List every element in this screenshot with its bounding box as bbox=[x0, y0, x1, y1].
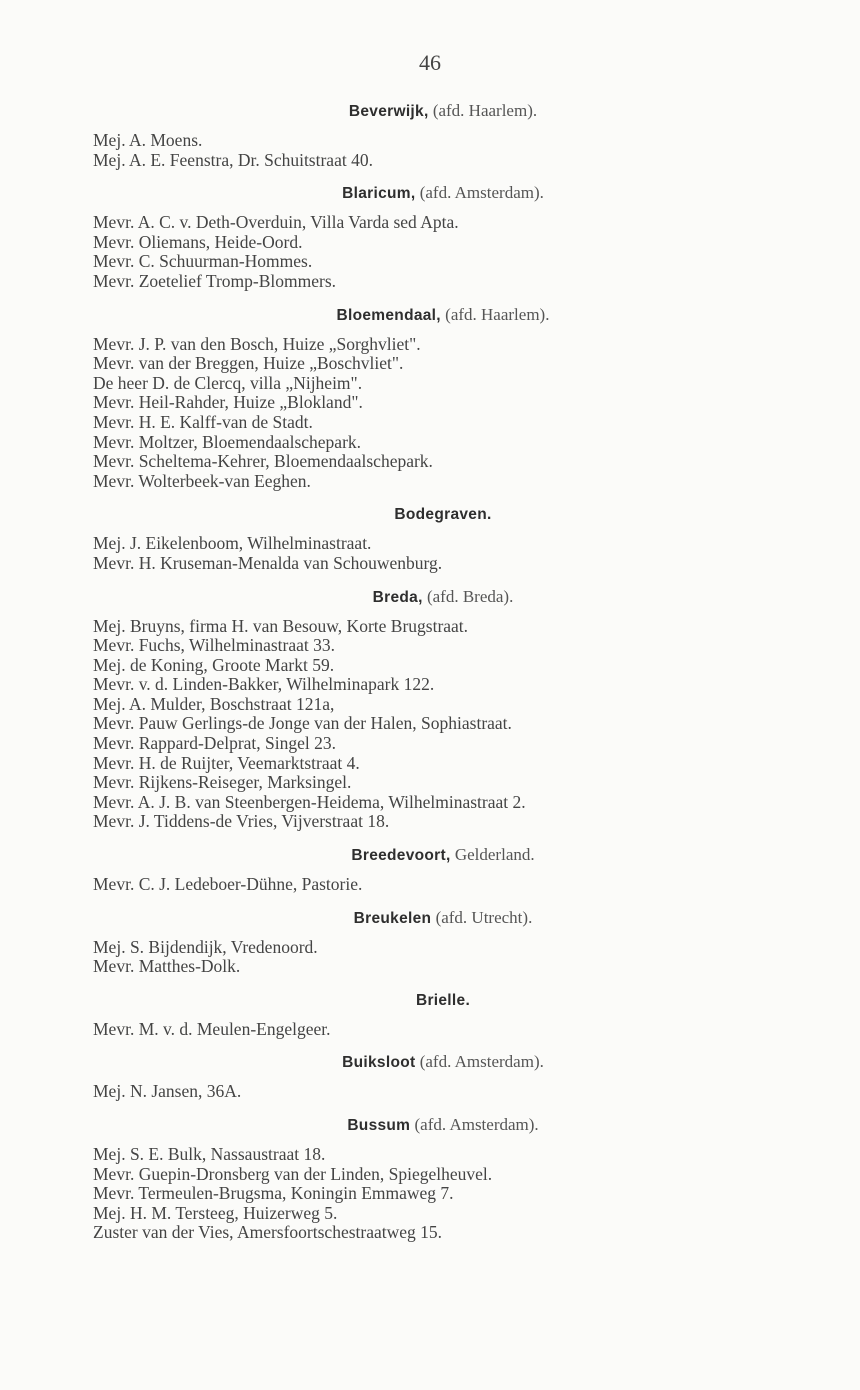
member-entry: Mej. N. Jansen, 36A. bbox=[93, 1081, 242, 1102]
member-entry: Mevr. Moltzer, Bloemendaalschepark. bbox=[93, 431, 362, 452]
member-entry: Mej. A. E. Feenstra, Dr. Schuitstraat 40. bbox=[93, 149, 373, 170]
member-entry: Mevr. van der Breggen, Huize „Boschvliet". bbox=[93, 353, 404, 374]
member-entry: Mej. J. Eikelenboom, Wilhelminastraat. bbox=[93, 533, 372, 554]
member-entry: Mevr. C. Schuurman-Hommes. bbox=[93, 251, 313, 272]
place-section bbox=[93, 989, 733, 1040]
place-heading bbox=[93, 907, 733, 930]
member-entry: Mevr. A. C. v. Deth-Overduin, Villa Varda sed Apta. bbox=[93, 212, 459, 233]
member-entry: Mevr. H. E. Kalff-van de Stadt. bbox=[93, 411, 313, 432]
place-section bbox=[93, 100, 733, 170]
place-heading bbox=[93, 182, 733, 205]
member-entry: Mej. de Koning, Groote Markt 59. bbox=[93, 654, 335, 675]
member-entry: Mej. S. Bijdendijk, Vredenoord. bbox=[93, 936, 318, 957]
member-entry: Mevr. v. d. Linden-Bakker, Wilhelminapark 122. bbox=[93, 674, 435, 695]
place-name: Bloemendaal, bbox=[336, 306, 441, 324]
department-note: (afd. Amsterdam). bbox=[410, 1115, 539, 1134]
member-entry: De heer D. de Clercq, villa „Nijheim". bbox=[93, 372, 363, 393]
place-section bbox=[93, 844, 733, 895]
place-section bbox=[93, 1114, 733, 1243]
place-name: Brielle. bbox=[415, 991, 471, 1009]
place-name: Breedevoort, bbox=[351, 847, 451, 865]
place-section bbox=[93, 182, 733, 291]
member-entry: Mevr. J. Tiddens-de Vries, Vijverstraat 18. bbox=[93, 811, 390, 832]
member-entry: Mevr. Wolterbeek-van Eeghen. bbox=[93, 470, 311, 491]
place-section bbox=[93, 907, 733, 977]
member-entry: Mej. A. Mulder, Boschstraat 121a, bbox=[93, 693, 335, 714]
department-note: (afd. Haarlem). bbox=[428, 101, 538, 120]
member-entry: Mevr. Rappard-Delprat, Singel 23. bbox=[93, 733, 337, 754]
member-entry: Mevr. H. de Ruijter, Veemarktstraat 4. bbox=[93, 752, 360, 773]
place-heading bbox=[93, 1114, 733, 1137]
member-entry: Mevr. Scheltema-Kehrer, Bloemendaalschepark. bbox=[93, 451, 433, 472]
member-entry: Mevr. Termeulen-Brugsma, Koningin Emmaweg 7. bbox=[93, 1183, 454, 1204]
place-section bbox=[93, 503, 733, 573]
place-heading bbox=[93, 304, 733, 327]
member-entry: Mevr. Guepin-Dronsberg van der Linden, Spiegelheuvel. bbox=[93, 1163, 493, 1184]
place-name: Breda, bbox=[372, 588, 423, 606]
place-heading bbox=[93, 503, 733, 526]
place-name: Bussum bbox=[347, 1117, 411, 1134]
place-name: Bodegraven. bbox=[394, 506, 492, 524]
place-heading bbox=[93, 844, 733, 867]
member-entry: Mevr. J. P. van den Bosch, Huize „Sorghvliet". bbox=[93, 333, 421, 354]
place-section bbox=[93, 586, 733, 833]
member-entry: Mevr. Heil-Rahder, Huize „Blokland". bbox=[93, 392, 363, 413]
member-entry: Mej. A. Moens. bbox=[93, 130, 203, 150]
department-note: (afd. Amsterdam). bbox=[415, 183, 544, 203]
place-name: Blaricum, bbox=[342, 185, 416, 203]
place-heading bbox=[93, 1051, 733, 1074]
page-number: 46 bbox=[419, 50, 441, 75]
place-name: Breukelen bbox=[353, 909, 432, 927]
place-heading bbox=[93, 100, 733, 123]
department-note: (afd. Utrecht). bbox=[431, 907, 533, 927]
member-entry: Mevr. Oliemans, Heide-Oord. bbox=[93, 231, 303, 252]
member-entry: Mej. Bruyns, firma H. van Besouw, Korte Brugstraat. bbox=[93, 615, 469, 636]
place-section bbox=[93, 1051, 733, 1102]
member-entry: Zuster van der Vies, Amersfoortschestraatweg 15. bbox=[93, 1222, 443, 1243]
member-entry: Mevr. Matthes-Dolk. bbox=[93, 956, 241, 977]
member-list bbox=[93, 100, 733, 1243]
member-entry: Mevr. A. J. B. van Steenbergen-Heidema, Wilhelminastraat 2. bbox=[93, 791, 526, 812]
department-note: (afd. Breda). bbox=[422, 586, 514, 606]
member-entry: Mevr. M. v. d. Meulen-Engelgeer. bbox=[93, 1018, 331, 1039]
place-heading bbox=[93, 989, 733, 1012]
member-entry: Mevr. C. J. Ledeboer-Dühne, Pastorie. bbox=[93, 874, 363, 895]
member-entry: Mevr. Fuchs, Wilhelminastraat 33. bbox=[93, 635, 335, 656]
place-name: Buiksloot bbox=[342, 1054, 416, 1072]
place-heading bbox=[93, 586, 733, 609]
member-entry: Mej. S. E. Bulk, Nassaustraat 18. bbox=[93, 1144, 326, 1164]
department-note: (afd. Amsterdam). bbox=[415, 1052, 544, 1072]
member-entry: Mevr. Rijkens-Reiseger, Marksingel. bbox=[93, 772, 352, 793]
place-name: Beverwijk, bbox=[348, 103, 429, 120]
department-note: Gelderland. bbox=[450, 845, 535, 865]
place-section bbox=[93, 304, 733, 492]
member-entry: Mevr. H. Kruseman-Menalda van Schouwenburg. bbox=[93, 552, 443, 573]
member-entry: Mevr. Pauw Gerlings-de Jonge van der Halen, Sophiastraat. bbox=[93, 713, 512, 734]
member-entry: Mevr. Zoetelief Tromp-Blommers. bbox=[93, 270, 337, 291]
department-note: (afd. Haarlem). bbox=[440, 304, 550, 324]
member-entry: Mej. H. M. Tersteeg, Huizerweg 5. bbox=[93, 1202, 338, 1223]
